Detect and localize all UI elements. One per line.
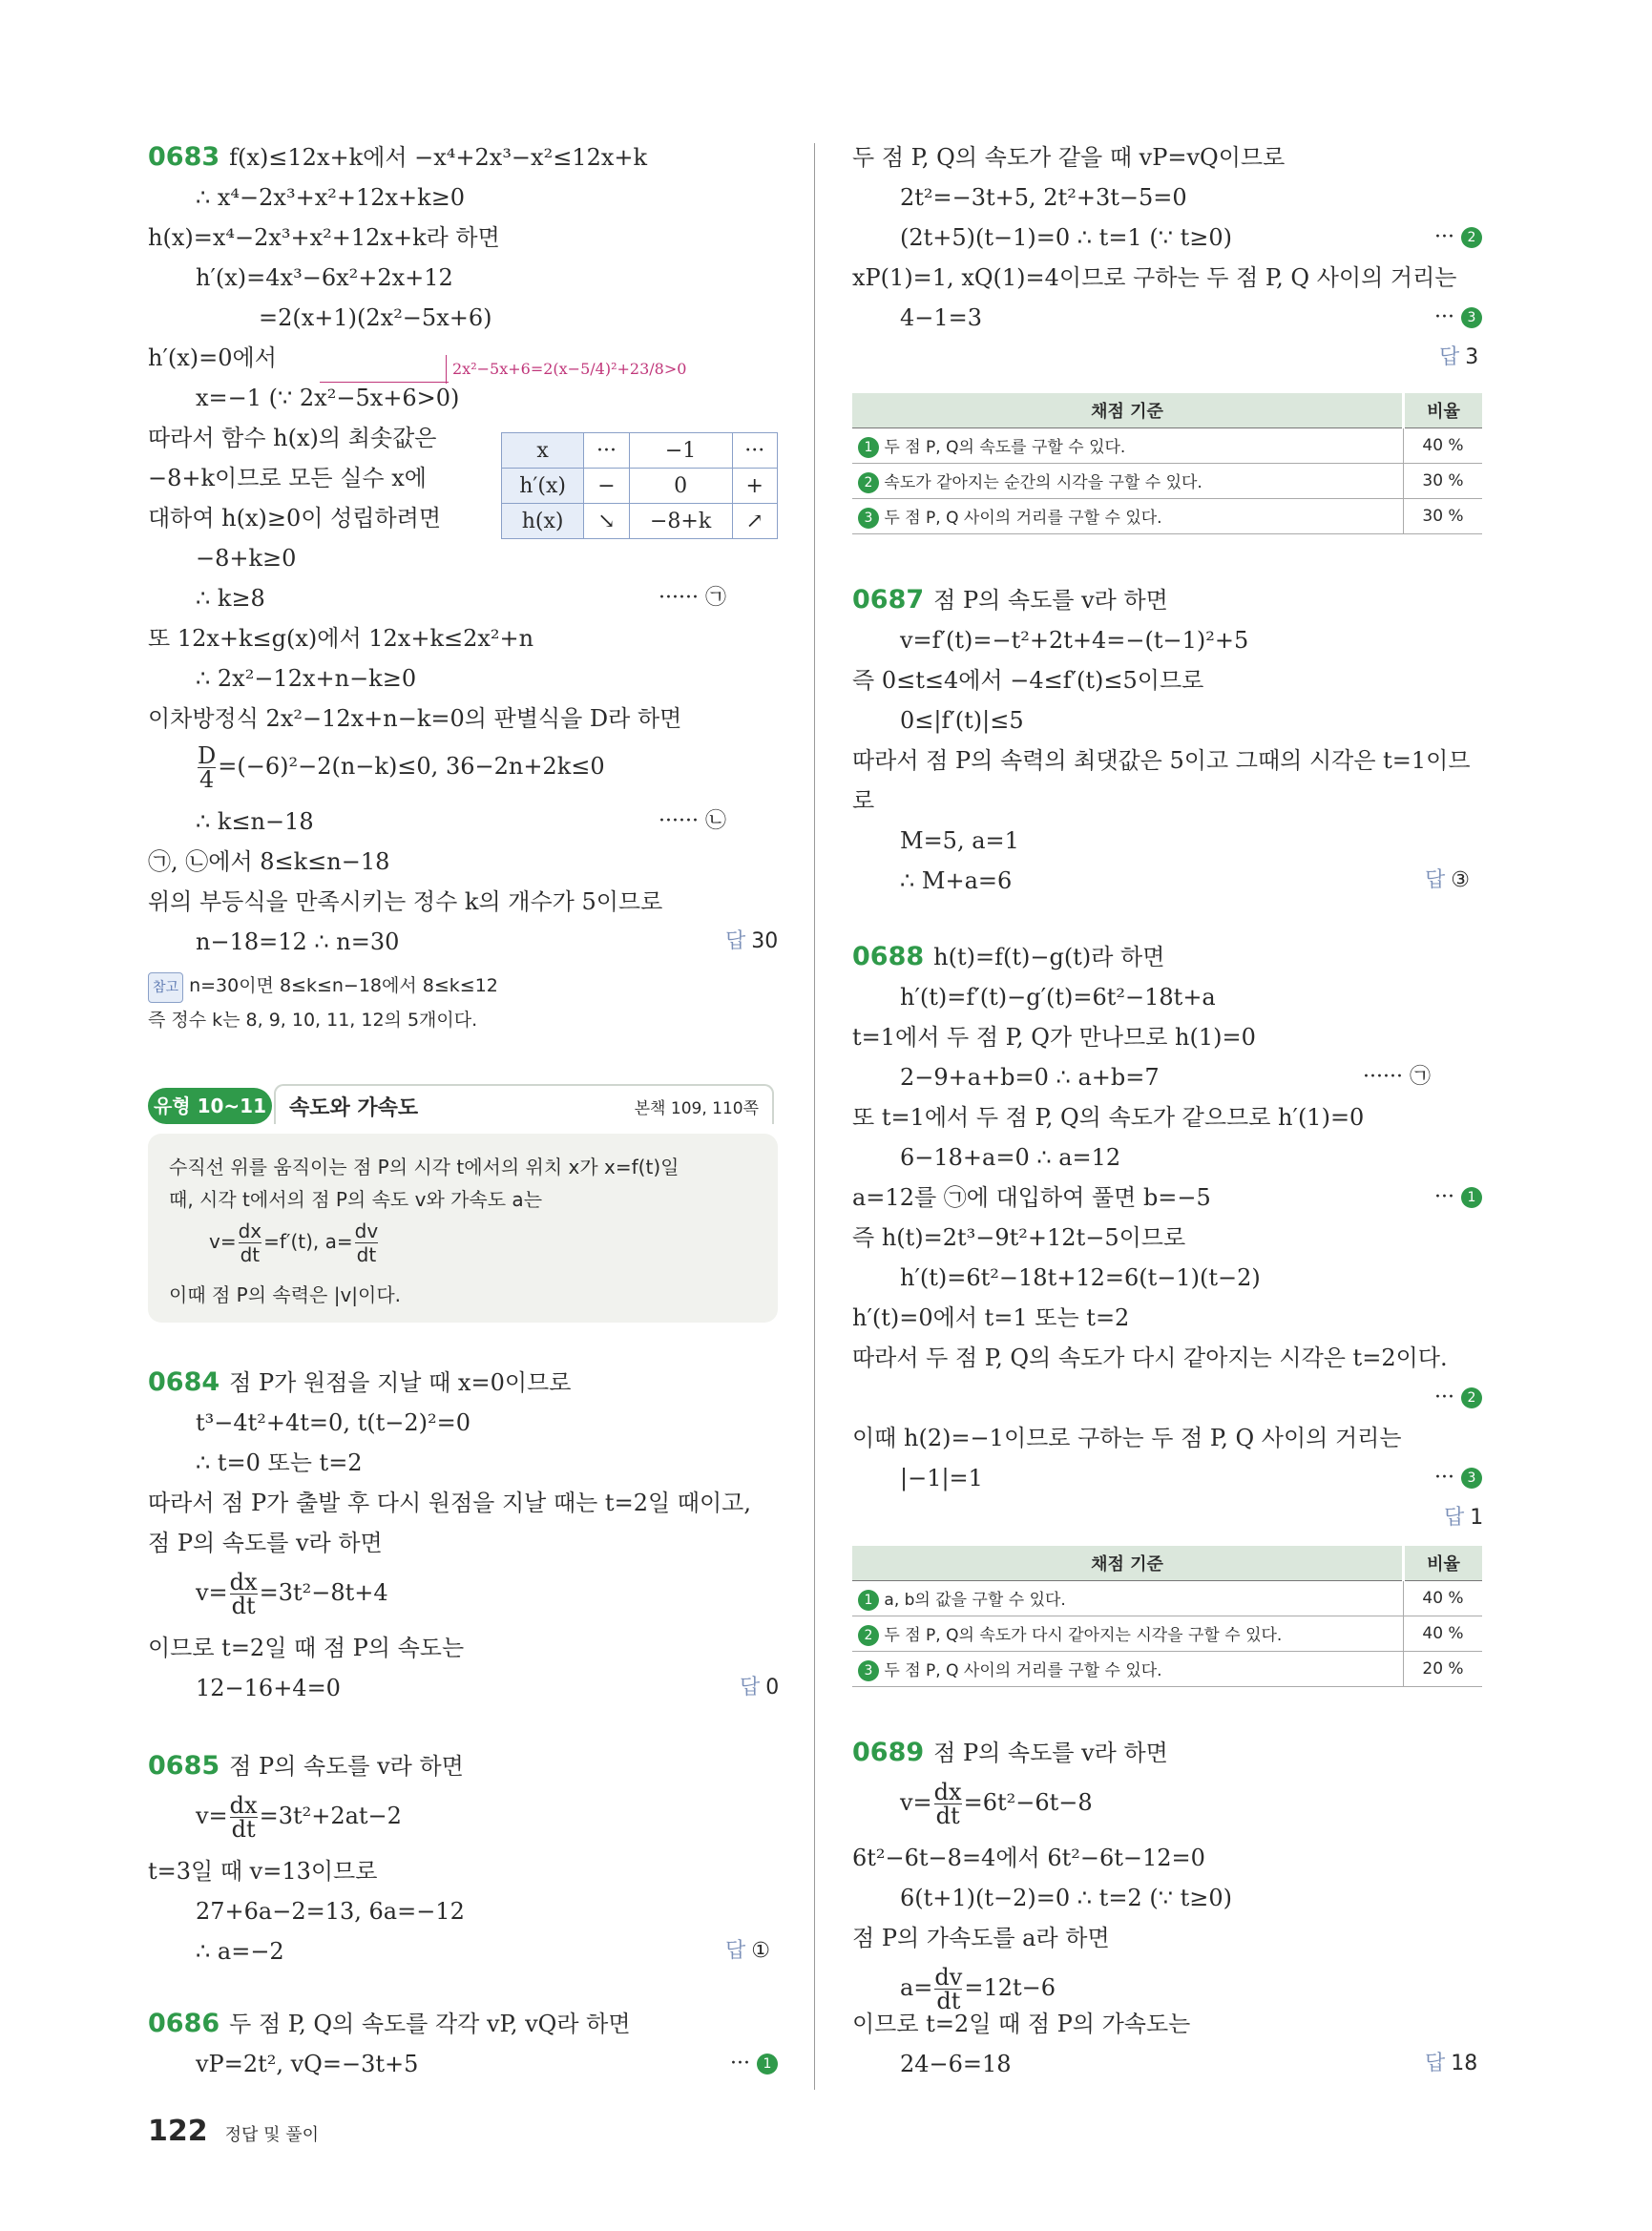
text-line: 따라서 함수 h(x)의 최솟값은 xyxy=(148,425,437,451)
type-tag: 유형 10~11 xyxy=(148,1088,272,1124)
text-line: 따라서 두 점 P, Q의 속도가 다시 같아지는 시각은 t=2이다. xyxy=(852,1345,1448,1371)
type-header xyxy=(148,1088,778,1124)
equation-line: 2−9+a+b=0 ∴ a+b=7 xyxy=(900,1064,1160,1091)
equation-line: 24−6=18 xyxy=(900,2051,1012,2077)
text-line: 점 P의 속도를 v라 하면 xyxy=(148,1530,383,1556)
table-cell: 0 xyxy=(629,469,732,504)
equation-line: ∴ 2x²−12x+n−k≥0 xyxy=(196,665,417,692)
type-title-box xyxy=(274,1084,774,1124)
text-line: 로 xyxy=(852,787,875,814)
equation-line: t³−4t²+4t=0, t(t−2)²=0 xyxy=(196,1409,471,1436)
page-footer xyxy=(148,2115,319,2148)
concept-box: 수직선 위를 움직이는 점 P의 시각 t에서의 위치 x가 x=f(t)일 때, 시각 t에서의 점 P의 속도 v와 가속도 a는 v= $\frac{dx}{dt}$ =f′(t), a= $\frac{dv}{dt}$ 이때 점 P의 속력은 |v|이다. xyxy=(148,1134,778,1323)
equation-line: ∴ k≤n−18 xyxy=(196,808,314,835)
equation-line: v= $\frac{dx}{dt}$ =3t²+2at−2 xyxy=(196,1792,402,1843)
text-line: 이때 h(2)=−1이므로 구하는 두 점 P, Q 사이의 거리는 xyxy=(852,1425,1402,1451)
table-cell: x xyxy=(502,433,584,469)
equation-line: −8+k≥0 xyxy=(196,545,297,572)
text-line: t=1에서 두 점 P, Q가 만나므로 h(1)=0 xyxy=(852,1024,1256,1051)
table-cell: ↘ xyxy=(584,504,629,539)
answer: 답 18 xyxy=(1425,2052,1478,2075)
table-cell: −1 xyxy=(629,433,732,469)
text-line: −8+k이므로 모든 실수 x에 xyxy=(148,465,427,491)
text-line: 위의 부등식을 만족시키는 정수 k의 개수가 5이므로 xyxy=(148,888,663,915)
variation-table xyxy=(501,432,778,539)
problem-0686-line: 0686 두 점 P, Q의 속도를 각각 vP, vQ라 하면 xyxy=(148,2009,631,2038)
step-marker: ··· 2 xyxy=(1434,223,1482,252)
text-line: 6t²−6t−8=4에서 6t²−6t−12=0 xyxy=(852,1845,1205,1871)
text-line: h′(t)=0에서 t=1 또는 t=2 xyxy=(852,1304,1130,1331)
equation-line: ∴ k≥8 xyxy=(196,585,265,612)
column-divider xyxy=(814,143,815,2090)
text-line: 따라서 점 P가 출발 후 다시 원점을 지날 때는 t=2일 때이고, xyxy=(148,1490,751,1516)
criteria-table-0688: 채점 기준 비율 1 a, b의 값을 구할 수 있다. 40 % 2 두 점 P, Q의 속도가 다시 같아지는 시각을 구할 수 있다. 40 % 3 두 점 P, Q 사이의 거리를 구할 수 있다. 20 % xyxy=(852,1546,1482,1687)
equation-line: 6−18+a=0 ∴ a=12 xyxy=(900,1144,1121,1171)
text-line: ㉠, ㉡에서 8≤k≤n−18 xyxy=(148,848,390,875)
step-marker: ··· 3 xyxy=(1434,1464,1482,1492)
text-line: 두 점 P, Q의 속도가 같을 때 vP=vQ이므로 xyxy=(852,144,1286,171)
equation-line: h′(t)=6t²−18t+12=6(t−1)(t−2) xyxy=(900,1264,1261,1291)
criteria-table-0686: 채점 기준 비율 1 두 점 P, Q의 속도를 구할 수 있다. 40 % 2 속도가 같아지는 순간의 시각을 구할 수 있다. 30 % 3 두 점 P, Q 사이의 거리를 구할 수 있다. 30 % xyxy=(852,393,1482,534)
equation-line: ∴ M+a=6 xyxy=(900,867,1013,894)
problem-0687-line: 0687 점 P의 속도를 v라 하면 xyxy=(852,585,1168,615)
text-line: 이므로 t=2일 때 점 P의 속도는 xyxy=(148,1635,465,1661)
equation-line: v=f′(t)=−t²+2t+4=−(t−1)²+5 xyxy=(900,627,1249,654)
footer-label: 정답 및 풀이 xyxy=(224,2125,320,2145)
equation-line: n−18=12 ∴ n=30 xyxy=(196,928,400,955)
equation-line: vP=2t², vQ=−3t+5 xyxy=(196,2051,419,2077)
note-line xyxy=(320,382,449,383)
step-marker: ··· 2 xyxy=(1434,1384,1482,1412)
table-cell: h(x) xyxy=(502,504,584,539)
step-marker: ··· 1 xyxy=(730,2050,778,2078)
text-line: 즉 h(t)=2t³−9t²+12t−5이므로 xyxy=(852,1224,1186,1251)
text-line: t=3일 때 v=13이므로 xyxy=(148,1858,378,1885)
text-line: 즉 0≤t≤4에서 −4≤f′(t)≤5이므로 xyxy=(852,667,1204,694)
problem-0683-line: 0683 f(x)≤12x+k에서 −x⁴+2x³−x²≤12x+k xyxy=(148,142,648,172)
text-line: a=12를 ㉠에 대입하여 풀면 b=−5 xyxy=(852,1184,1211,1211)
answer: 답 30 xyxy=(725,929,779,953)
equation-mark: ······ ㉡ xyxy=(659,809,726,833)
table-cell: ··· xyxy=(584,433,629,469)
equation-mark: ······ ㉠ xyxy=(1363,1065,1431,1089)
table-cell: + xyxy=(732,469,778,504)
equation-line: 27+6a−2=13, 6a=−12 xyxy=(196,1898,465,1925)
table-cell: ↗ xyxy=(732,504,778,539)
answer: 답 3 xyxy=(1439,345,1479,369)
equation-line: (2t+5)(t−1)=0 ∴ t=1 (∵ t≥0) xyxy=(900,224,1232,251)
step-marker: ··· 3 xyxy=(1434,303,1482,332)
equation-line: 6(t+1)(t−2)=0 ∴ t=2 (∵ t≥0) xyxy=(900,1885,1232,1911)
text-line: 이차방정식 2x²−12x+n−k=0의 판별식을 D라 하면 xyxy=(148,705,682,732)
note-line: 참고 n=30이면 8≤k≤n−18에서 8≤k≤12 xyxy=(148,971,498,1003)
text-line: 대하여 h(x)≥0이 성립하려면 xyxy=(148,505,442,532)
table-cell: ··· xyxy=(732,433,778,469)
equation-line: $\frac{D}{4}$ =(−6)²−2(n−k)≤0, 36−2n+2k≤0 xyxy=(198,742,605,793)
problem-0688-line: 0688 h(t)=f(t)−g(t)라 하면 xyxy=(852,942,1165,971)
text-line: 따라서 점 P의 속력의 최댓값은 5이고 그때의 시각은 t=1이므 xyxy=(852,747,1471,774)
equation-line: 4−1=3 xyxy=(900,304,983,331)
equation-line: M=5, a=1 xyxy=(900,827,1019,854)
equation-line: a= $\frac{dv}{dt}$ =12t−6 xyxy=(900,1964,1056,2014)
problem-0689-line: 0689 점 P의 속도를 v라 하면 xyxy=(852,1738,1168,1767)
type-reference: 본책 109, 110쪽 xyxy=(634,1099,759,1118)
text-line: 이므로 t=2일 때 점 P의 가속도는 xyxy=(852,2011,1191,2037)
note-line: 즉 정수 k는 8, 9, 10, 11, 12의 5개이다. xyxy=(148,1010,478,1031)
problem-number: 0683 xyxy=(148,142,220,172)
answer: 답 ③ xyxy=(1425,868,1470,892)
step-marker: ··· 1 xyxy=(1434,1183,1482,1212)
text-line: h(x)=x⁴−2x³+x²+12x+k라 하면 xyxy=(148,224,500,251)
table-cell: h′(x) xyxy=(502,469,584,504)
table-cell: −8+k xyxy=(629,504,732,539)
fraction: $\frac{D}{4}$ xyxy=(198,742,217,793)
equation-line: x=−1 (∵ 2x²−5x+6>0) xyxy=(196,385,460,411)
problem-0685-line: 0685 점 P의 속도를 v라 하면 xyxy=(148,1751,464,1781)
problem-0684-line: 0684 점 P가 원점을 지날 때 x=0이므로 xyxy=(148,1367,572,1397)
equation-line: 2t²=−3t+5, 2t²+3t−5=0 xyxy=(900,184,1187,211)
page-number: 122 xyxy=(148,2115,208,2148)
text-line: 또 t=1에서 두 점 P, Q의 속도가 같으므로 h′(1)=0 xyxy=(852,1104,1365,1131)
side-note: 2x²−5x+6=2(x−5/4)²+23/8>0 xyxy=(446,355,686,384)
equation-line: |−1|=1 xyxy=(900,1465,983,1491)
equation-line: ∴ x⁴−2x³+x²+12x+k≥0 xyxy=(196,184,466,211)
type-title: 속도와 가속도 xyxy=(289,1096,419,1120)
text-line: 점 P의 가속도를 a라 하면 xyxy=(852,1925,1110,1951)
equation-line: ∴ t=0 또는 t=2 xyxy=(196,1449,363,1476)
answer: 답 0 xyxy=(740,1676,780,1699)
equation-line: 12−16+4=0 xyxy=(196,1675,341,1701)
equation-line: v= $\frac{dx}{dt}$ =6t²−6t−8 xyxy=(900,1779,1093,1829)
equation-line: =2(x+1)(2x²−5x+6) xyxy=(259,304,492,331)
answer: 답 1 xyxy=(1444,1506,1484,1530)
equation-line: h′(x)=4x³−6x²+2x+12 xyxy=(196,264,453,291)
equation-line: h′(t)=f′(t)−g′(t)=6t²−18t+a xyxy=(900,984,1216,1011)
equation-line: v= $\frac{dx}{dt}$ =3t²−8t+4 xyxy=(196,1569,388,1619)
text-line: h′(x)=0에서 xyxy=(148,344,277,371)
table-cell: − xyxy=(584,469,629,504)
text-line: xP(1)=1, xQ(1)=4이므로 구하는 두 점 P, Q 사이의 거리는 xyxy=(852,264,1457,291)
answer: 답 ① xyxy=(725,1939,770,1963)
text-line: 또 12x+k≤g(x)에서 12x+k≤2x²+n xyxy=(148,625,534,652)
equation-line: ∴ a=−2 xyxy=(196,1938,284,1965)
equation-mark: ······ ㉠ xyxy=(659,586,726,610)
equation-line: 0≤|f′(t)|≤5 xyxy=(900,707,1024,734)
